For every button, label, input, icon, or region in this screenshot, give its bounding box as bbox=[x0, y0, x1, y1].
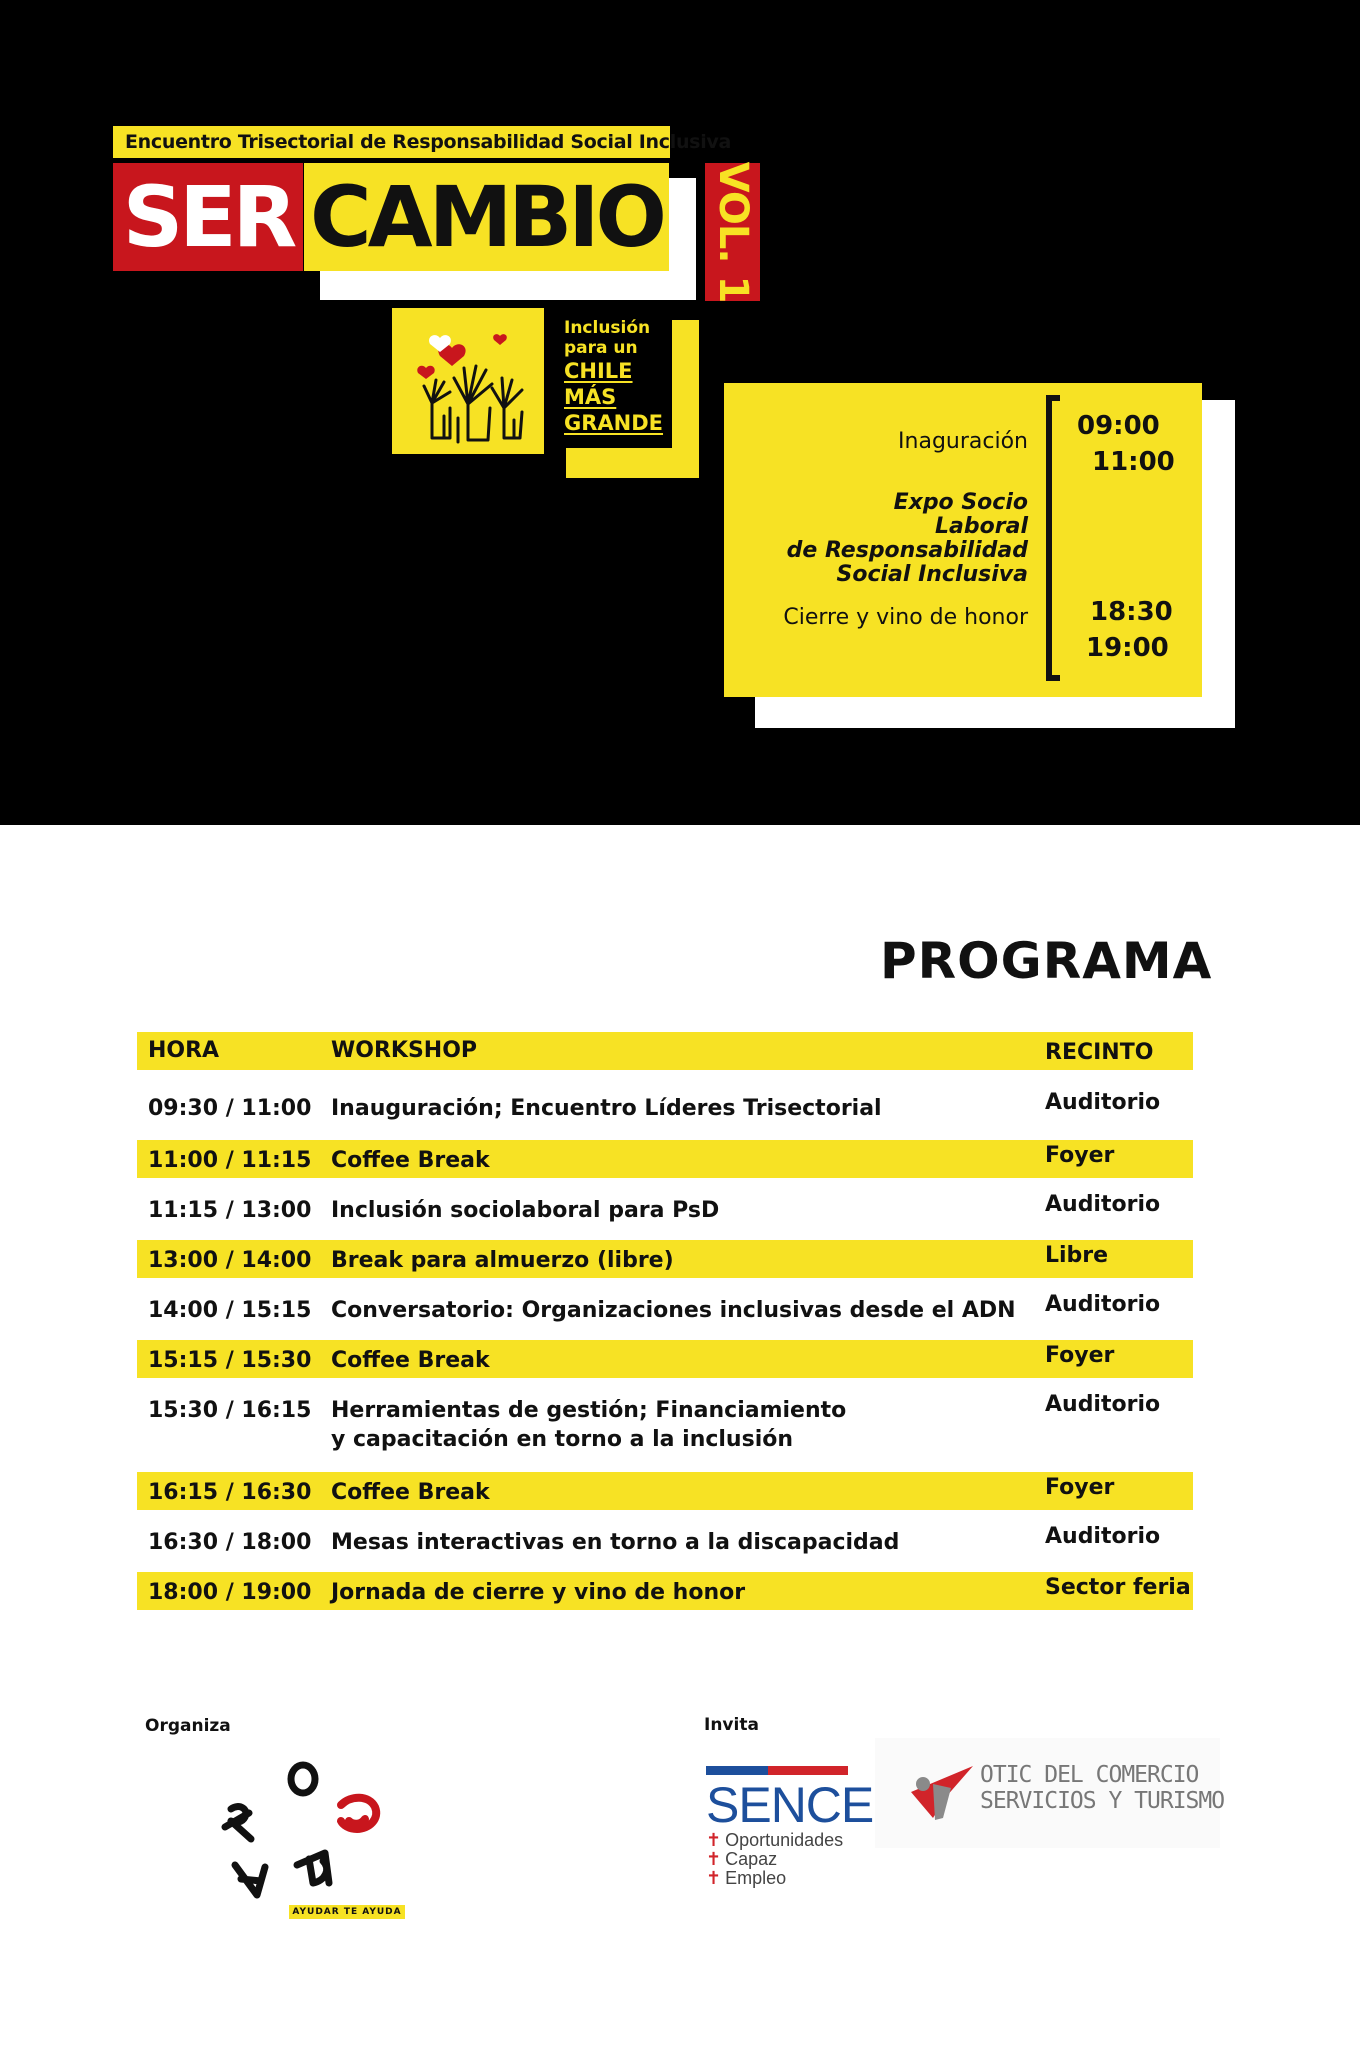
hero-banner bbox=[0, 0, 1360, 825]
sence-line2: ✝ Capaz bbox=[706, 1849, 778, 1869]
row-workshop: Jornada de cierre y vino de honor bbox=[331, 1580, 746, 1605]
raised-hands-icon bbox=[392, 308, 544, 454]
table-row bbox=[137, 1088, 1193, 1126]
schedule-bracket bbox=[1046, 395, 1060, 681]
aroa-tagline: AYUDAR TE AYUDA bbox=[289, 1905, 405, 1919]
event-subtitle: Encuentro Trisectorial de Responsabilidad Social Inclusiva bbox=[113, 126, 670, 158]
row-recinto: Auditorio bbox=[1045, 1392, 1161, 1417]
invita-label: Invita bbox=[704, 1715, 759, 1735]
row-workshop: Conversatorio: Organizaciones inclusivas desde el ADN bbox=[331, 1298, 1016, 1323]
inclusion-line2: para un bbox=[564, 338, 638, 358]
row-workshop: Inclusión sociolaboral para PsD bbox=[331, 1198, 720, 1223]
table-row bbox=[137, 1340, 1193, 1378]
expo-line2: Laboral bbox=[935, 514, 1028, 539]
sence-name: SENCE bbox=[706, 1777, 874, 1833]
expo-line1: Expo Socio bbox=[893, 490, 1028, 515]
row-recinto: Foyer bbox=[1045, 1143, 1115, 1168]
row-workshop: Coffee Break bbox=[331, 1348, 490, 1373]
time-1900: 19:00 bbox=[1086, 633, 1169, 663]
inclusion-badge bbox=[552, 308, 672, 448]
sence-line1: ✝ Oportunidades bbox=[706, 1830, 844, 1850]
aroa-logo bbox=[205, 1755, 405, 1905]
schedule-inauguracion: Inaguración bbox=[898, 429, 1028, 454]
row-workshop: Break para almuerzo (libre) bbox=[331, 1248, 674, 1273]
volume-label: VOL. 1 bbox=[709, 161, 756, 303]
table-row bbox=[137, 1140, 1193, 1178]
otic-line2: SERVICIOS Y TURISMO bbox=[980, 1788, 1225, 1814]
row-recinto: Auditorio bbox=[1045, 1524, 1161, 1549]
expo-line3: de Responsabilidad bbox=[786, 538, 1028, 563]
expo-line4: Social Inclusiva bbox=[836, 562, 1028, 587]
table-row bbox=[137, 1190, 1193, 1228]
header-recinto: RECINTO bbox=[1045, 1040, 1154, 1065]
time-0900: 09:00 bbox=[1077, 411, 1160, 441]
row-hora: 14:00 / 15:15 bbox=[148, 1298, 312, 1323]
row-workshop-line2: y capacitación en torno a la inclusión bbox=[331, 1427, 794, 1452]
table-row bbox=[137, 1572, 1193, 1610]
row-hora: 15:30 / 16:15 bbox=[148, 1398, 312, 1423]
inclusion-line4: MÁS bbox=[564, 385, 617, 409]
table-header bbox=[137, 1032, 1193, 1070]
schedule-box bbox=[724, 383, 1202, 697]
row-hora: 13:00 / 14:00 bbox=[148, 1248, 312, 1273]
volume-badge bbox=[705, 163, 760, 301]
row-recinto: Foyer bbox=[1045, 1343, 1115, 1368]
inclusion-line1: Inclusión bbox=[564, 318, 651, 338]
title-cambio: CAMBIO bbox=[304, 163, 669, 271]
time-1830: 18:30 bbox=[1090, 597, 1173, 627]
row-hora: 18:00 / 19:00 bbox=[148, 1580, 312, 1605]
table-row bbox=[137, 1290, 1193, 1328]
row-hora: 15:15 / 15:30 bbox=[148, 1348, 312, 1373]
row-recinto: Libre bbox=[1045, 1243, 1109, 1268]
sence-line3: ✝ Empleo bbox=[706, 1868, 787, 1888]
row-workshop: Coffee Break bbox=[331, 1480, 490, 1505]
time-1100: 11:00 bbox=[1092, 447, 1175, 477]
row-recinto: Auditorio bbox=[1045, 1292, 1161, 1317]
header-hora: HORA bbox=[148, 1038, 220, 1063]
row-workshop: Coffee Break bbox=[331, 1148, 490, 1173]
table-row bbox=[137, 1522, 1193, 1560]
programa-title: PROGRAMA bbox=[880, 932, 1213, 990]
table-row bbox=[137, 1240, 1193, 1278]
row-recinto: Auditorio bbox=[1045, 1090, 1161, 1115]
row-workshop: Mesas interactivas en torno a la discapacidad bbox=[331, 1530, 900, 1555]
schedule-cierre: Cierre y vino de honor bbox=[783, 605, 1028, 630]
title-ser: SER bbox=[113, 163, 303, 271]
sence-flag-bar bbox=[706, 1766, 848, 1775]
row-hora: 16:15 / 16:30 bbox=[148, 1480, 312, 1505]
table-row bbox=[137, 1390, 1193, 1470]
header-workshop: WORKSHOP bbox=[331, 1038, 478, 1063]
row-hora: 11:15 / 13:00 bbox=[148, 1198, 312, 1223]
otic-logo bbox=[875, 1738, 1225, 1848]
table-row bbox=[137, 1472, 1193, 1510]
row-workshop: Inauguración; Encuentro Líderes Trisectorial bbox=[331, 1096, 882, 1121]
row-hora: 16:30 / 18:00 bbox=[148, 1530, 312, 1555]
row-hora: 09:30 / 11:00 bbox=[148, 1096, 312, 1121]
schedule-expo bbox=[787, 491, 1028, 587]
row-recinto: Sector feria bbox=[1045, 1575, 1191, 1600]
row-recinto: Auditorio bbox=[1045, 1192, 1161, 1217]
inclusion-line5: GRANDE bbox=[564, 411, 664, 435]
row-recinto: Foyer bbox=[1045, 1475, 1115, 1500]
otic-line1: OTIC DEL COMERCIO bbox=[980, 1762, 1199, 1788]
inclusion-line3: CHILE bbox=[564, 359, 633, 383]
organiza-label: Organiza bbox=[145, 1716, 231, 1736]
row-workshop: Herramientas de gestión; Financiamiento bbox=[331, 1398, 847, 1423]
row-hora: 11:00 / 11:15 bbox=[148, 1148, 312, 1173]
otic-figure-icon bbox=[903, 1758, 983, 1828]
